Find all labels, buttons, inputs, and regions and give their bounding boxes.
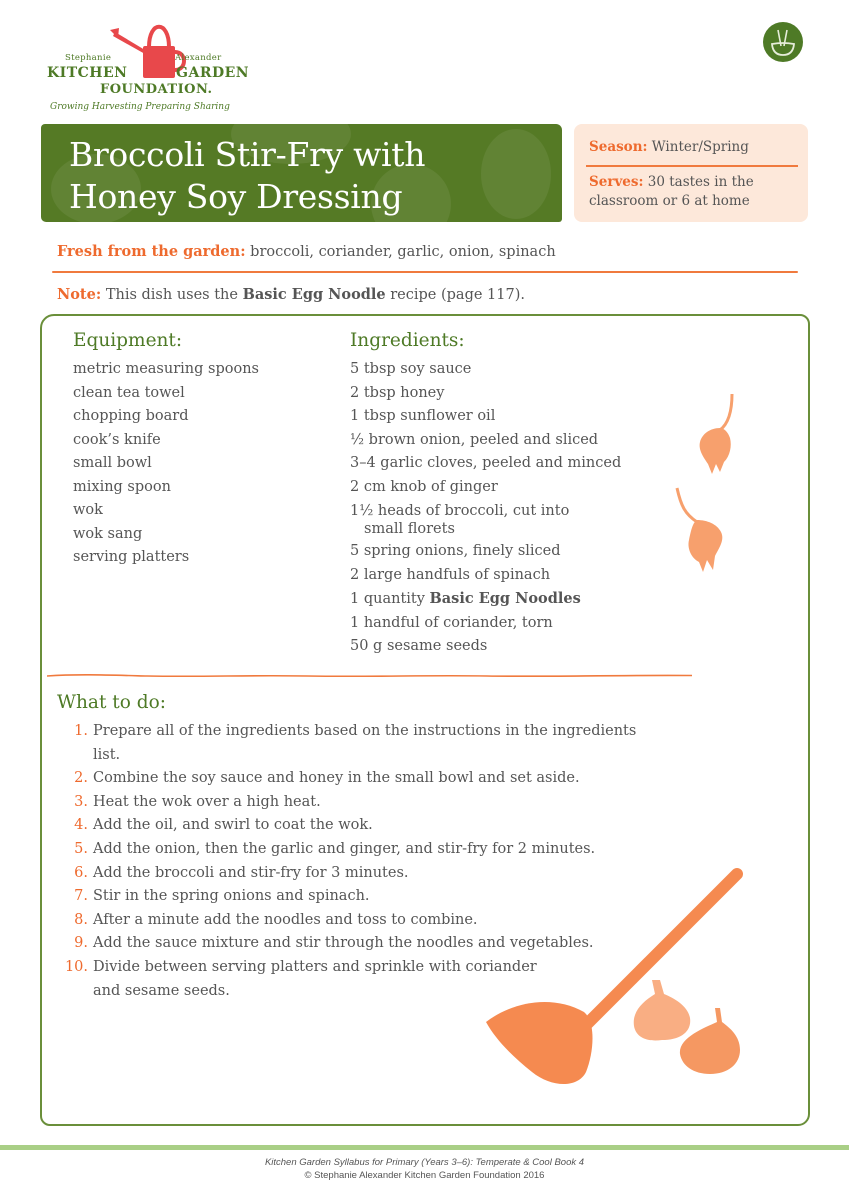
serves-label: Serves:	[589, 174, 644, 190]
step-text: Divide between serving platters and sprinkle with coriander	[93, 958, 537, 975]
ingredient-item: 1 handful of coriander, torn	[350, 614, 553, 631]
equipment-heading: Equipment:	[73, 330, 183, 351]
equipment-item: small bowl	[73, 455, 152, 471]
equipment-item: wok	[73, 502, 103, 518]
season-value: Winter/Spring	[651, 139, 749, 155]
season-label: Season:	[589, 139, 648, 155]
equipment-item: wok sang	[73, 525, 143, 542]
step-number: 3.	[74, 793, 88, 810]
footer-divider	[0, 1145, 849, 1150]
ingredient-recipe-ref: Basic Egg Noodles	[429, 590, 581, 607]
title-line-1: Broccoli Stir-Fry with	[69, 135, 426, 174]
ingredients-list	[350, 358, 622, 659]
page-footer	[0, 1156, 849, 1182]
fresh-divider	[52, 271, 798, 273]
step-number: 10.	[64, 958, 88, 975]
step-number: 1.	[74, 723, 88, 739]
ingredients-heading: Ingredients:	[350, 330, 465, 351]
ingredient-item: 1 tbsp sunflower oil	[350, 408, 496, 424]
recipe-title-banner	[41, 124, 562, 222]
method-step	[66, 814, 666, 838]
ingredient-item: 50 g sesame seeds	[350, 638, 488, 654]
step-text: After a minute add the noodles and toss to combine.	[93, 911, 478, 928]
step-text: Prepare all of the ingredients based on the instructions in the ingredients list.	[93, 723, 637, 763]
logo-tagline: Growing Harvesting Preparing Sharing	[50, 102, 230, 112]
equipment-item: chopping board	[73, 408, 189, 424]
equipment-list	[73, 358, 259, 570]
equipment-item: metric measuring spoons	[73, 361, 259, 377]
ingredient-item: 1½ heads of broccoli, cut into small florets	[350, 503, 570, 537]
footer-book-title: Kitchen Garden Syllabus for Primary (Years 3–6): Temperate & Cool Book 4	[264, 1157, 585, 1168]
equipment-item: cook’s knife	[73, 431, 161, 448]
step-text: Add the oil, and swirl to coat the wok.	[93, 817, 373, 834]
step-text: Add the onion, then the garlic and ginger, and stir-fry for 2 minutes.	[93, 840, 596, 857]
logo-stephanie: Stephanie	[65, 53, 112, 63]
method-step	[66, 720, 666, 767]
fresh-label: Fresh from the garden:	[57, 243, 246, 260]
cooking-bowl-icon	[763, 22, 803, 62]
page-title	[69, 134, 425, 218]
step-text: Add the broccoli and stir-fry for 3 minutes.	[93, 864, 409, 881]
logo-alexander: Alexander	[175, 53, 222, 63]
serves-row	[589, 173, 799, 211]
ingredient-item	[350, 587, 610, 612]
foundation-logo	[40, 20, 265, 120]
step-number: 2.	[74, 770, 88, 787]
ingredient-item: ½ brown onion, peeled and sliced	[350, 431, 599, 448]
equipment-item: serving platters	[73, 549, 190, 565]
footer-copyright: © Stephanie Alexander Kitchen Garden Foundation 2016	[304, 1170, 545, 1181]
recipe-note	[57, 286, 525, 303]
note-text-after: recipe (page 117).	[390, 287, 525, 303]
logo-foundation: FOUNDATION.	[100, 82, 213, 97]
ingredient-item: 2 tbsp honey	[350, 384, 445, 401]
coriander-illustration-icon	[673, 486, 733, 576]
logo-garden: GARDEN	[176, 65, 250, 81]
ingredient-item: 2 cm knob of ginger	[350, 478, 498, 495]
note-text-before: This dish uses the	[105, 287, 238, 303]
note-label: Note:	[57, 286, 102, 303]
serves-value: 30 tastes in the classroom or 6 at home	[589, 174, 754, 209]
note-recipe-link: Basic Egg Noodle	[242, 286, 386, 303]
step-text: Stir in the spring onions and spinach.	[93, 888, 370, 905]
method-step	[66, 838, 666, 862]
step-number: 4.	[74, 817, 88, 834]
step-text: Add the sauce mixture and stir through the noodles and vegetables.	[93, 935, 594, 952]
fresh-from-garden	[57, 243, 556, 260]
ingredient-quantity: 1 quantity	[350, 591, 425, 607]
method-heading: What to do:	[57, 692, 166, 713]
wok-sang-garlic-illustration-icon	[482, 862, 752, 1092]
season-row	[589, 138, 749, 157]
ingredient-item: 3–4 garlic cloves, peeled and minced	[350, 455, 622, 471]
step-number: 6.	[74, 864, 88, 881]
step-number: 8.	[74, 911, 88, 928]
ingredient-item: 5 tbsp soy sauce	[350, 361, 472, 377]
equipment-item: mixing spoon	[73, 478, 171, 495]
step-number: 7.	[74, 888, 88, 905]
fresh-value: broccoli, coriander, garlic, onion, spinach	[250, 244, 556, 260]
step-text-continued: and sesame seeds.	[93, 982, 230, 999]
method-step	[66, 791, 666, 815]
step-number: 5.	[74, 840, 88, 857]
logo-kitchen: KITCHEN	[47, 65, 128, 81]
section-divider	[47, 672, 692, 680]
info-divider	[586, 165, 798, 167]
season-serves-box	[574, 124, 808, 222]
ingredient-item: 2 large handfuls of spinach	[350, 566, 551, 583]
step-number: 9.	[74, 935, 88, 952]
coriander-illustration-icon	[690, 392, 740, 482]
step-text: Combine the soy sauce and honey in the small bowl and set aside.	[93, 770, 580, 787]
ingredient-item: 5 spring onions, finely sliced	[350, 543, 561, 559]
method-step	[66, 767, 666, 791]
title-line-2: Honey Soy Dressing	[69, 177, 403, 216]
step-text: Heat the wok over a high heat.	[93, 793, 321, 810]
equipment-item: clean tea towel	[73, 384, 185, 401]
